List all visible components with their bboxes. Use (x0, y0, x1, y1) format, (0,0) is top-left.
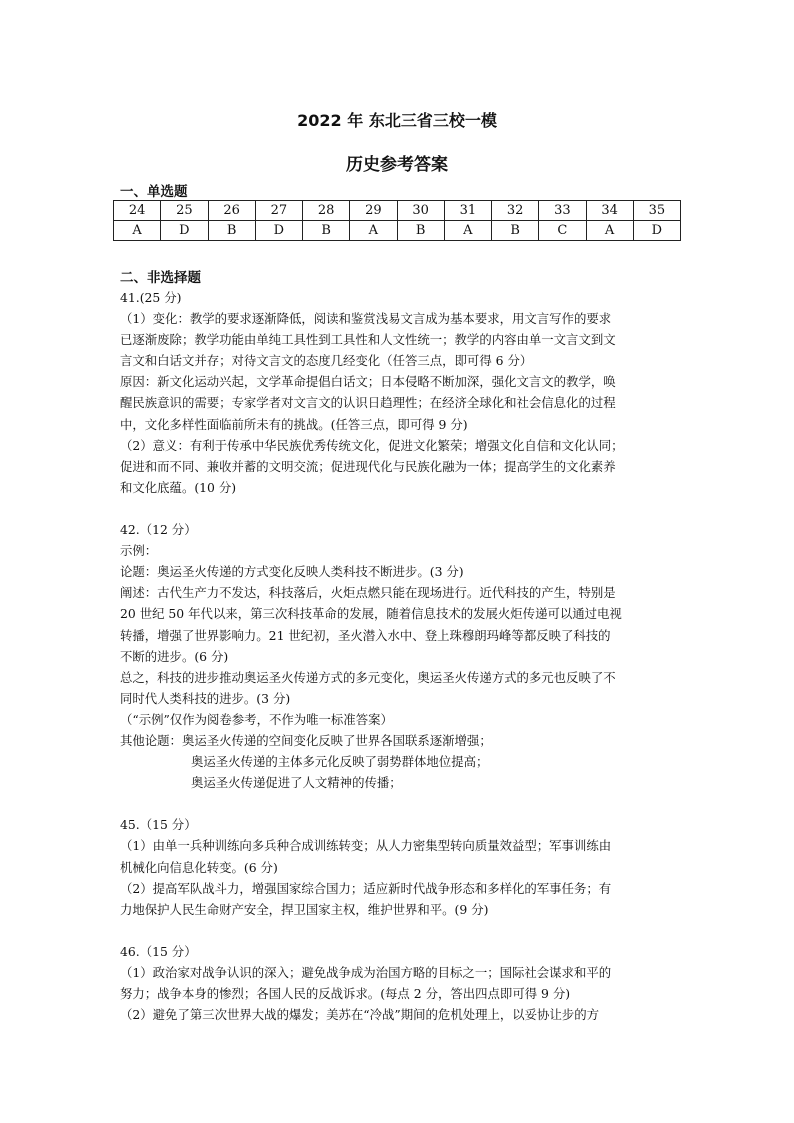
answer-line: 中，文化多样性面临前所未有的挑战。(任答三点，即可得 9 分) (120, 416, 468, 432)
question-number-cell: 28 (303, 201, 350, 221)
answer-line: 努力；战争本身的惨烈；各国人民的反战诉求。(每点 2 分，答出四点即可得 9 分) (120, 986, 571, 1002)
page-subtitle: 历史参考答案 (346, 155, 448, 175)
answer-line: 力地保护人民生命财产安全，捍卫国家主权，维护世界和平。(9 分) (120, 901, 489, 917)
answer-cell: A (350, 221, 397, 241)
answer-line: （1）变化：教学的要求逐渐降低，阅读和鉴赏浅易文言成为基本要求，用文言写作的要求 (120, 311, 612, 327)
answer-line: （1）由单一兵种训练向多兵种合成训练转变；从人力密集型转向质量效益型；军事训练由 (120, 838, 612, 854)
answer-line: 总之，科技的进步推动奥运圣火传递方式的多元变化，奥运圣火传递方式的多元也反映了不 (120, 669, 616, 685)
answer-line: 已逐渐废除；教学功能由单纯工具性到工具性和人文性统一；教学的内容由单一文言文到文 (120, 332, 616, 348)
answer-cell: D (161, 221, 208, 241)
answer-body (120, 287, 675, 1025)
question-number-cell: 26 (208, 201, 255, 221)
answer-cell: B (492, 221, 539, 241)
question-number-cell: 30 (397, 201, 444, 221)
answer-line: （“示例”仅作为阅卷参考，不作为唯一标准答案） (120, 711, 393, 727)
answer-line: 言文和白话文并存；对待文言文的态度几经变化（任答三点，即可得 6 分） (120, 353, 533, 369)
answer-line: 同时代人类科技的进步。(3 分) (120, 690, 291, 706)
question-number-cell: 32 (492, 201, 539, 221)
question-number-cell: 35 (633, 201, 680, 221)
answer-cell: D (255, 221, 302, 241)
answer-table (113, 200, 681, 241)
question-number-cell: 25 (161, 201, 208, 221)
answer-line: 奥运圣火传递的主体多元化反映了弱势群体地位提高； (191, 754, 489, 770)
answer-line: 转播，增强了世界影响力。21 世纪初，圣火潜入水中、登上珠穆朗玛峰等都反映了科技的 (120, 627, 611, 643)
answer-row (114, 221, 681, 241)
answer-line: 46.（15 分） (120, 943, 197, 959)
question-number-cell: 24 (114, 201, 161, 221)
answer-line: 醒民族意识的需要；专家学者对文言文的认识日趋理性；在经济全球化和社会信息化的过程 (120, 395, 616, 411)
section-heading-non-choice: 二、非选择题 (120, 270, 201, 286)
paragraph-gap (120, 920, 675, 941)
question-number-row (114, 201, 681, 221)
answer-line: 促进和而不同、兼收并蓄的文明交流；促进现代化与民族化融为一体；提高学生的文化素养 (120, 458, 616, 474)
answer-line: 论题：奥运圣火传递的方式变化反映人类科技不断进步。(3 分) (120, 564, 464, 580)
answer-line: 其他论题：奥运圣火传递的空间变化反映了世界各国联系逐渐增强； (120, 732, 492, 748)
answer-cell: A (114, 221, 161, 241)
answer-cell: C (539, 221, 586, 241)
answer-line: 阐述：古代生产力不发达，科技落后，火炬点燃只能在现场进行。近代科技的产生，特别是 (120, 585, 616, 601)
answer-line: 42.（12 分） (120, 522, 197, 538)
answer-line: （2）意义：有利于传承中华民族优秀传统文化，促进文化繁荣；增强文化自信和文化认同； (120, 437, 624, 453)
answer-line: 奥运圣火传递促进了人文精神的传播； (191, 775, 402, 791)
answer-line: 不断的进步。(6 分) (120, 648, 229, 664)
question-number-cell: 27 (255, 201, 302, 221)
question-number-cell: 33 (539, 201, 586, 221)
answer-line: 和文化底蕴。(10 分) (120, 479, 237, 495)
question-number-cell: 34 (586, 201, 633, 221)
answer-cell: D (633, 221, 680, 241)
question-number-cell: 31 (444, 201, 491, 221)
answer-cell: A (586, 221, 633, 241)
answer-line: 45.（15 分） (120, 817, 197, 833)
question-number-cell: 29 (350, 201, 397, 221)
paragraph-gap (120, 498, 675, 519)
answer-line: （2）提高军队战斗力，增强国家综合国力；适应新时代战争形态和多样化的军事任务；有 (120, 880, 612, 896)
paragraph-gap (120, 793, 675, 814)
section-heading-single-choice: 一、单选题 (120, 184, 188, 200)
answer-line: 原因：新文化运动兴起，文学革命提倡白话文；日本侵略不断加深，强化文言文的教学，唤 (120, 374, 616, 390)
answer-line: （1）政治家对战争认识的深入；避免战争成为治国方略的目标之一；国际社会谋求和平的 (120, 965, 612, 980)
answer-cell: B (397, 221, 444, 241)
answer-cell: A (444, 221, 491, 241)
answer-line: 20 世纪 50 年代以来，第三次科技革命的发展，随着信息技术的发展火炬传递可以通过电视 (120, 606, 622, 622)
answer-line: 示例： (120, 543, 158, 559)
answer-cell: B (303, 221, 350, 241)
page-title: 2022 年 东北三省三校一模 (297, 111, 497, 130)
answer-line: （2）避免了第三次世界大战的爆发；美苏在“冷战”期间的危机处理上，以妥协让步的方 (120, 1007, 600, 1023)
answer-line: 机械化向信息化转变。(6 分) (120, 859, 278, 875)
answer-line: 41.(25 分) (120, 290, 182, 305)
answer-cell: B (208, 221, 255, 241)
